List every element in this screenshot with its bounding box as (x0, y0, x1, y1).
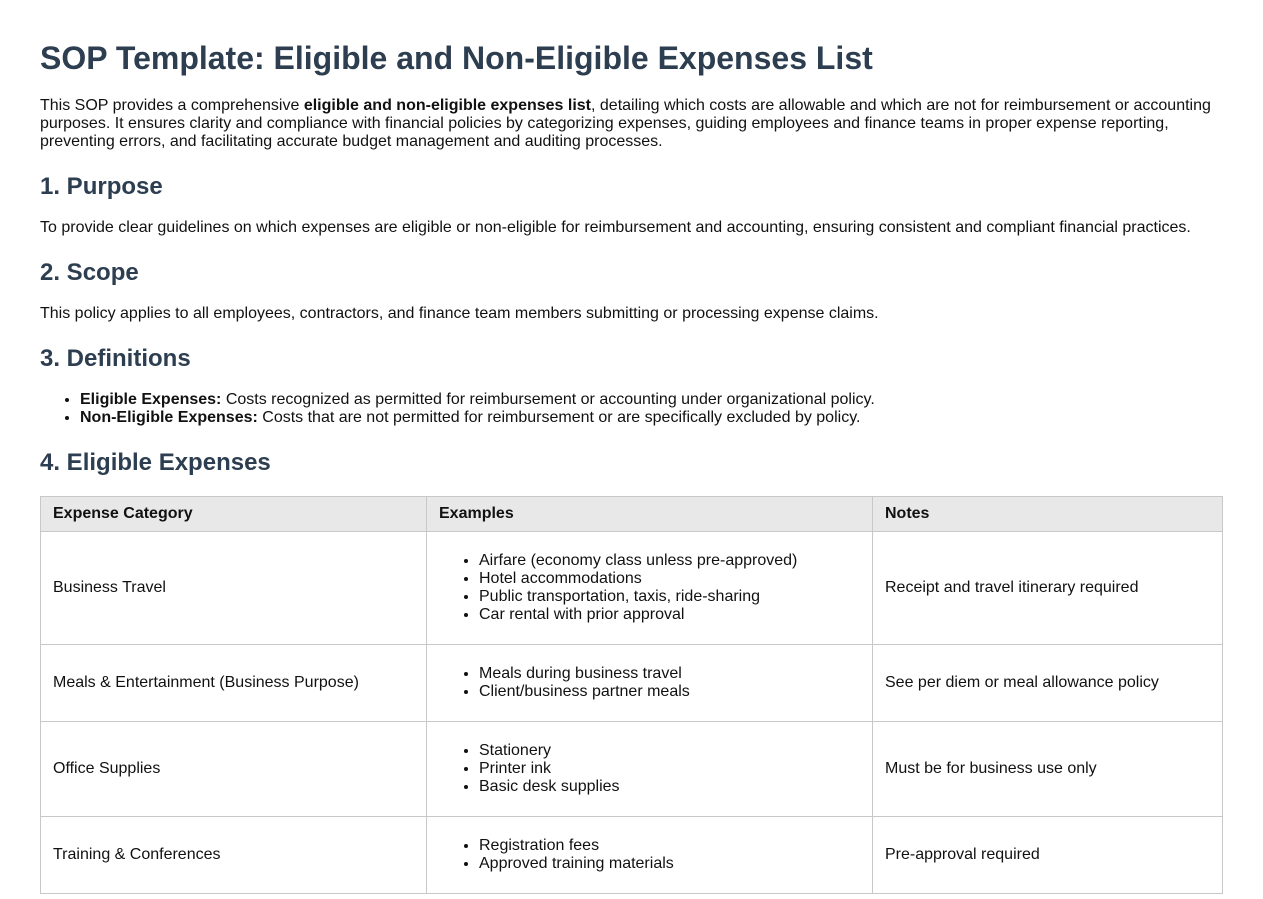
example-item: • Printer ink (479, 760, 860, 778)
examples-list (439, 665, 860, 701)
column-header-notes: Notes (873, 497, 1223, 532)
cell-category: Meals & Entertainment (Business Purpose) (41, 645, 427, 722)
definition-text: Costs recognized as permitted for reimbursement or accounting under organizational policy. (221, 391, 875, 408)
definitions-heading: 3. Definitions (40, 345, 191, 372)
table-row (41, 532, 1223, 645)
cell-category: Training & Conferences (41, 817, 427, 894)
example-item: • Airfare (economy class unless pre-approved) (479, 552, 860, 570)
example-item: • Approved training materials (479, 855, 860, 873)
intro-bold-text: eligible and non-eligible expenses list (303, 97, 592, 114)
cell-notes: Receipt and travel itinerary required (873, 532, 1223, 645)
cell-notes: See per diem or meal allowance policy (873, 645, 1223, 722)
table-row (41, 645, 1223, 722)
example-item: • Car rental with prior approval (479, 606, 860, 624)
intro-paragraph (40, 97, 1223, 151)
example-item: • Registration fees (479, 837, 860, 855)
cell-category: Business Travel (41, 532, 427, 645)
table-header-row (41, 497, 1223, 532)
table-row (41, 722, 1223, 817)
cell-category: Office Supplies (41, 722, 427, 817)
cell-examples (427, 645, 873, 722)
column-header-examples: Examples (427, 497, 873, 532)
eligible-expenses-heading: 4. Eligible Expenses (40, 449, 271, 476)
example-item: • Public transportation, taxis, ride-sharing (479, 588, 860, 606)
purpose-text: To provide clear guidelines on which expenses are eligible or non-eligible for reimbursement and accounting, ensuring consistent and compliant financial practices. (40, 219, 1191, 236)
cell-notes: Must be for business use only (873, 722, 1223, 817)
definition-term: Non-Eligible Expenses: (80, 409, 258, 426)
definition-text: Costs that are not permitted for reimbursement or are specifically excluded by policy. (257, 409, 861, 426)
definition-item-non-eligible (80, 409, 1223, 427)
example-item: • Basic desk supplies (479, 778, 860, 796)
cell-examples (427, 722, 873, 817)
definitions-list (40, 391, 1223, 427)
cell-examples (427, 817, 873, 894)
example-item: • Stationery (479, 742, 860, 760)
cell-examples (427, 532, 873, 645)
examples-list (439, 742, 860, 796)
eligible-expenses-table (40, 496, 1223, 894)
example-item: • Hotel accommodations (479, 570, 860, 588)
definition-item-eligible (80, 391, 1223, 409)
intro-text-start: This SOP provides a comprehensive (40, 97, 304, 114)
scope-heading: 2. Scope (40, 259, 139, 286)
examples-list (439, 552, 860, 624)
table-row (41, 817, 1223, 894)
definition-term: Eligible Expenses: (80, 391, 222, 408)
purpose-heading: 1. Purpose (40, 173, 163, 200)
page-title: SOP Template: Eligible and Non-Eligible Expenses List (40, 40, 873, 76)
cell-notes: Pre-approval required (873, 817, 1223, 894)
examples-list (439, 837, 860, 873)
column-header-category: Expense Category (41, 497, 427, 532)
example-item: • Meals during business travel (479, 665, 860, 683)
example-item: • Client/business partner meals (479, 683, 860, 701)
scope-text: This policy applies to all employees, contractors, and finance team members submitting or processing expense claims. (40, 305, 879, 322)
intro-text-end: , detailing which costs are allowable and which are not for reimbursement or accounting purposes. It ensures clarity and compliance with financial policies by categorizing expenses, guiding employees and finance teams in proper expense reporting, preventing errors, and facilitating accurate budget management and auditing processes. (40, 97, 1211, 150)
